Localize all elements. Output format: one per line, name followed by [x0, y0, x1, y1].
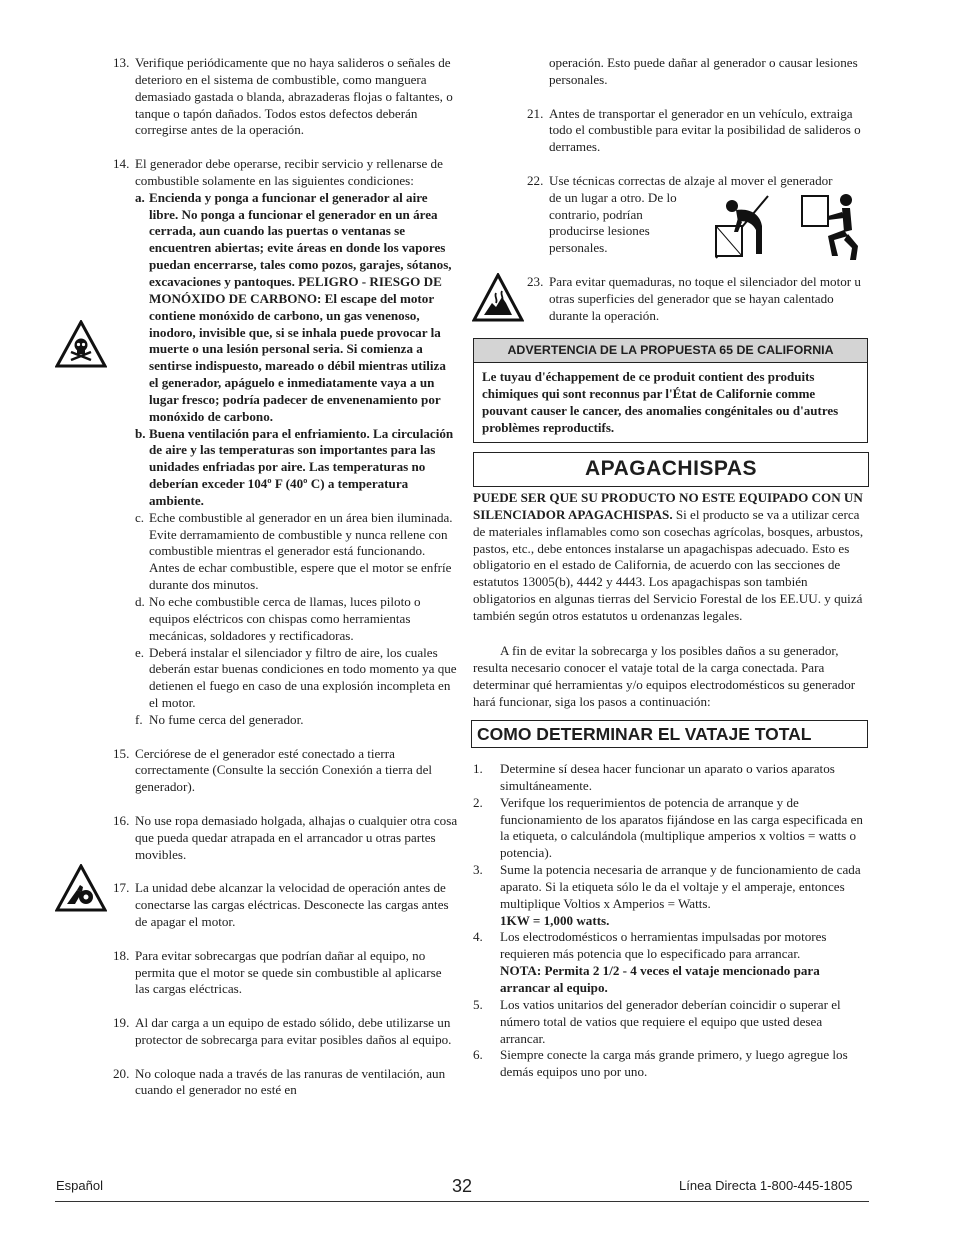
- item-number: 15.: [113, 745, 130, 761]
- sub-text: Buena ventilación para el enfriamiento. La circulación de aire y las temperaturas son importantes para las unidades enfriadas por aire. Las temperaturas no deberían exceder 104º F (40º C) a temperatura ambiente.: [149, 425, 454, 508]
- sub-letter: b.: [135, 425, 146, 441]
- sub-text: Eche combustible al generador en un área bien iluminada. Evite derramamiento de combustible y nunca rellene con combustible mientras el generador está funcionando. Antes de echar combustible, espere que el motor se enfríe durante dos minutos.: [149, 509, 453, 593]
- burn-hazard-warning-icon: [472, 273, 524, 328]
- apagachispas-lead-bold: PUEDE SER QUE SU PRODUCTO NO ESTE EQUIPADO CON UN SILENCIADOR APAGACHISPAS.: [473, 490, 863, 522]
- item-number: 18.: [113, 947, 130, 963]
- sub-text: Encienda y ponga a funcionar el generador al aire libre. No ponga a funcionar el generador en un área cerrada, aun cuando las puertas o ventanas se encuentren abiertas; evite áreas en donde los vapores puedan encerrarse, tales como pozos, garajes, sótanos, excavaciones y pantoques. PELIGRO - RIESGO DE MONÓXIDO DE CARBONO: El escape del motor contiene monóxido de carbono, un gas venenoso, inodoro, invisible que, si se inhala puede provocar la muerte o una lesión personal seria. Si comienza a sentirse indispuesto, mareado o débil mientras utiliza el generador, apáguelo e inmediatamente vaya a un lugar fresco; podría padecer de envenenamiento por monóxido de carbono.: [149, 189, 452, 424]
- sub-text: No eche combustible cerca de llamas, luces piloto o equipos eléctricos con chispas como herramientas mecánicas, soldadores y rectificadoras.: [149, 594, 421, 643]
- item-number: 19.: [113, 1015, 130, 1031]
- item-text: Antes de transportar el generador en un vehículo, extraiga todo el combustible para evitar la posibilidad de salideros o derrames.: [549, 105, 861, 155]
- footer-rule: [55, 1201, 869, 1202]
- sub-item-c: [135, 510, 458, 594]
- improper-lifting-icon: [710, 192, 772, 267]
- sub-item-e: [135, 645, 458, 712]
- footer-language: Español: [56, 1178, 103, 1193]
- list-item-18: [113, 948, 458, 999]
- sub-item-f: [135, 712, 458, 729]
- sub-text: Deberá instalar el silenciador y filtro de aire, los cuales deberán estar buenas condiciones en todo momento ya que detienen el fuego en caso de una explosión incompleta en el motor.: [149, 644, 457, 711]
- vataje-heading: COMO DETERMINAR EL VATAJE TOTAL: [471, 720, 868, 748]
- vataje-step-6: [473, 1047, 863, 1081]
- step-text: Determine sí desea hacer funcionar un aparato o varios aparatos simultáneamente.: [500, 761, 835, 793]
- sub-item-a: [135, 190, 458, 426]
- list-item-15: [113, 746, 458, 797]
- item-text: Al dar carga a un equipo de estado sólido, debe utilizarse un protector de sobrecarga para evitar posibles daños al equipo.: [135, 1015, 452, 1047]
- step-number: 4.: [473, 929, 483, 945]
- step-number: 5.: [473, 996, 483, 1012]
- vataje-step-5: [473, 997, 863, 1048]
- item-text: Verifique periódicamente que no haya salideros o señales de deterioro en el sistema de combustible, como manguera demasiado gastada o blanda, abrazaderas flojas o faltantes, o tanque o tapón dañados. Todos estos defectos deberán corregirse antes de la operación.: [135, 55, 453, 138]
- apagachispas-heading: APAGACHISPAS: [473, 452, 869, 487]
- entanglement-warning-icon: [55, 864, 107, 917]
- prop65-title: ADVERTENCIA DE LA PROPUESTA 65 DE CALIFORNIA: [474, 339, 867, 363]
- step-bold-note: 1KW = 1,000 watts.: [500, 912, 610, 928]
- toxic-fumes-warning-icon: [55, 320, 107, 373]
- item-text-line1: Use técnicas correctas de alzaje al mover el generador: [549, 172, 833, 188]
- item-text: Para evitar quemaduras, no toque el silenciador del motor u otras superficies del generador que se hayan calentado durante la operación.: [549, 273, 861, 323]
- vataje-step-1: [473, 761, 863, 795]
- list-item-23: [473, 274, 871, 325]
- list-item-14: [113, 156, 458, 190]
- item-number: 13.: [113, 55, 130, 70]
- step-text: Los vatios unitarios del generador deberían coincidir o superar el número total de vatios que requiere el equipo que usted desea arrancar.: [500, 996, 841, 1046]
- step-number: 2.: [473, 794, 483, 810]
- step-number: 6.: [473, 1047, 483, 1063]
- vataje-step-3: [473, 862, 863, 929]
- vataje-step-2: [473, 795, 863, 862]
- prop65-warning-box: [473, 338, 868, 443]
- list-item-21: [473, 106, 871, 157]
- list-item-20: [113, 1066, 458, 1100]
- sub-item-d: [135, 594, 458, 645]
- list-item-13: [113, 55, 458, 139]
- sub-letter: f.: [135, 711, 143, 727]
- item-text: El generador debe operarse, recibir servicio y rellenarse de combustible solamente en las siguientes condiciones:: [135, 156, 443, 188]
- apagachispas-paragraph-2: A fin de evitar la sobrecarga y los posibles daños a su generador, resulta necesario conocer el vataje total de la carga conectada. Para determinar qué herramientas y/o equipos electrodomésticos su generador hará funcionar, siga los pasos a continuación:: [473, 643, 856, 709]
- step-bold-note: NOTA: Permita 2 1/2 - 4 veces el vataje mencionado para arrancar al equipo.: [500, 963, 820, 995]
- item-20-continuation: operación. Esto puede dañar al generador o causar lesiones personales.: [549, 55, 858, 87]
- apagachispas-paragraph-1: [473, 490, 869, 625]
- vataje-steps-list: [473, 761, 863, 1081]
- item-number: 16.: [113, 812, 130, 828]
- item-number: 23.: [527, 273, 544, 289]
- sub-letter: d.: [135, 594, 145, 609]
- list-item-19: [113, 1015, 458, 1049]
- sub-letter: c.: [135, 509, 145, 525]
- proper-lifting-icon: [798, 190, 864, 269]
- step-text: Sume la potencia necesaria de arranque y de funcionamiento de cada aparato. Si la etiqueta sólo le da el voltaje y el amperaje, entonces multiplique Voltios x Amperios = Watts.: [500, 862, 861, 911]
- item-text: Para evitar sobrecargas que podrían dañar al equipo, no permita que el motor se quede sin combustible al aplicarse las cargas eléctricas.: [135, 947, 442, 997]
- item-text: No coloque nada a través de las ranuras de ventilación, aun cuando el generador no esté en: [135, 1065, 446, 1098]
- item-number: 17.: [113, 880, 130, 896]
- prop65-body: Le tuyau d'échappement de ce produit contient des produits chimiques qui sont reconnus par l'État de Californie comme pouvant causer le cancer, des anomalies congénitales ou d'autres problèmes reproductifs.: [482, 369, 839, 435]
- step-text: Verifque los requerimientos de potencia de arranque y de funcionamiento de los aparatos fijándose en las carga especificada en la etiqueta, o calculándola (multiplique amperios x voltios = watts o potencia).: [500, 794, 863, 861]
- footer-hotline: Línea Directa 1-800-445-1805: [679, 1178, 853, 1193]
- list-item-17: [113, 880, 458, 931]
- item-number: 20.: [113, 1065, 130, 1081]
- footer-page-number: 32: [452, 1176, 473, 1196]
- item-text: La unidad debe alcanzar la velocidad de operación antes de conectarse las cargas eléctricas. Desconecte las cargas antes de apagar el motor.: [135, 880, 449, 930]
- item-text: No use ropa demasiado holgada, alhajas o cualquier otra cosa que pueda quedar atrapada en el arrancador u otras partes movibles.: [135, 812, 458, 862]
- item-number: 21.: [527, 105, 544, 121]
- apagachispas-lead-rest: Si el producto se va a utilizar cerca de materiales inflamables como son cosechas agrícolas, bosques, arbustos, pastos, etc., debe entonces instalarse un apagachispas adecuado. Esto es obligatorio en el estado de California, de acuerdo con las secciones de estatutos 13005(b), 4442 y 4443. Los apagachispas son también obligatorios en algunas tierras del Servicio Forestal de los EE.UU. y quizá también según otros estatutos u ordenanzas legales.: [473, 506, 864, 623]
- step-text: Siempre conecte la carga más grande primero, y luego agregue los demás equipos uno por uno.: [500, 1047, 848, 1080]
- item-number: 22.: [527, 172, 544, 188]
- step-number: 3.: [473, 862, 483, 878]
- sub-letter: a.: [135, 189, 145, 205]
- sub-item-b: [135, 426, 458, 510]
- left-column: [113, 55, 458, 1099]
- item-number: 14.: [113, 156, 130, 172]
- list-item-16: [113, 813, 458, 864]
- vataje-step-4: [473, 929, 863, 996]
- sub-letter: e.: [135, 644, 145, 660]
- item-text-rest: de un lugar a otro. De lo contrario, podrían producirse lesiones personales.: [549, 189, 677, 256]
- step-number: 1.: [473, 761, 483, 776]
- item-text: Cerciórese de el generador esté conectado a tierra correctamente (Consulte la sección Conexión a tierra del generador).: [135, 745, 433, 795]
- sub-text: No fume cerca del generador.: [149, 711, 304, 727]
- step-text: Los electrodomésticos o herramientas impulsadas por motores requieren más potencia que lo especificado para arrancar.: [500, 929, 827, 962]
